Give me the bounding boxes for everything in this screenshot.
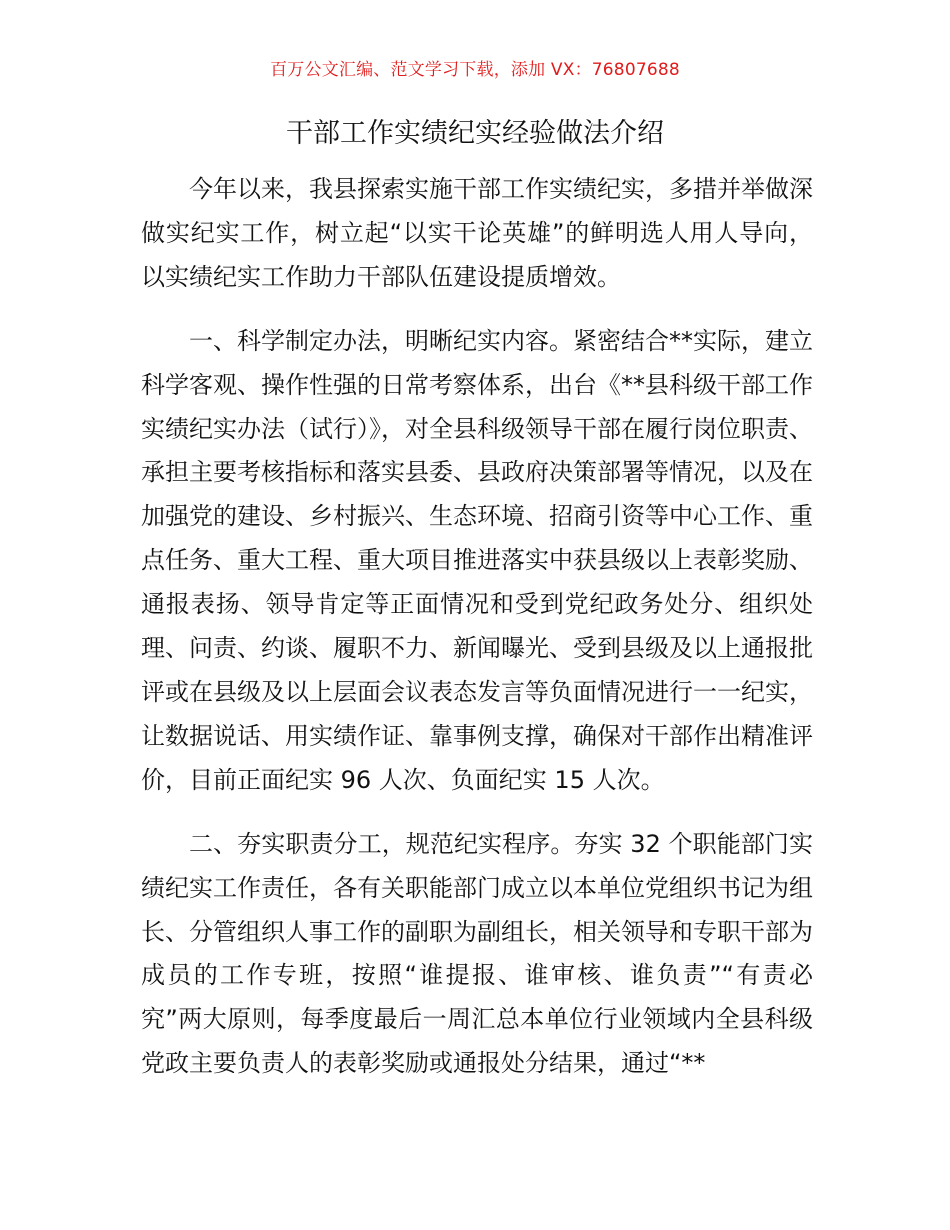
paragraph-intro: 今年以来，我县探索实施干部工作实绩纪实，多措并举做深做实纪实工作，树立起“以实干论英雄”的鲜明选人用人导向，以实绩纪实工作助力干部队伍建设提质增效。 (141, 175, 813, 291)
page-title: 干部工作实绩纪实经验做法介绍 (286, 118, 664, 149)
document-body (141, 168, 813, 1106)
paragraph-section-1: 一、科学制定办法，明晰纪实内容。紧密结合**实际，建立科学客观、操作性强的日常考察体系，出台《**县科级干部工作实绩纪实办法（试行）》，对全县科级领导干部在履行岗位职责、承担主要考核指标和落实县委、县政府决策部署等情况，以及在加强党的建设、乡村振兴、生态环境、招商引资等中心工作、重点任务、重大工程、重大项目推进落实中获县级以上表彰奖励、通报表扬、领导肯定等正面情况和受到党纪政务处分、组织处理、问责、约谈、履职不力、新闻曝光、受到县级及以上通报批评或在县级及以上层面会议表态发言等负面情况进行一一纪实，让数据说话、用实绩作证、靠事例支撑，确保对干部作出精准评价，目前正面纪实 96 人次、负面纪实 15 人次。 (141, 326, 813, 794)
paragraph-section-2: 二、夯实职责分工，规范纪实程序。夯实 32 个职能部门实绩纪实工作责任，各有关职能部门成立以本单位党组织书记为组长、分管组织人事工作的副职为副组长，相关领导和专职干部为成员的工作专班，按照“谁提报、谁审核、谁负责”“有责必究”两大原则，每季度最后一周汇总本单位行业领域内全县科级党政主要负责人的表彰奖励或通报处分结果，通过“** (141, 829, 813, 1078)
watermark-banner: 百万公文汇编、范文学习下载，添加 VX：76807688 (270, 60, 680, 80)
